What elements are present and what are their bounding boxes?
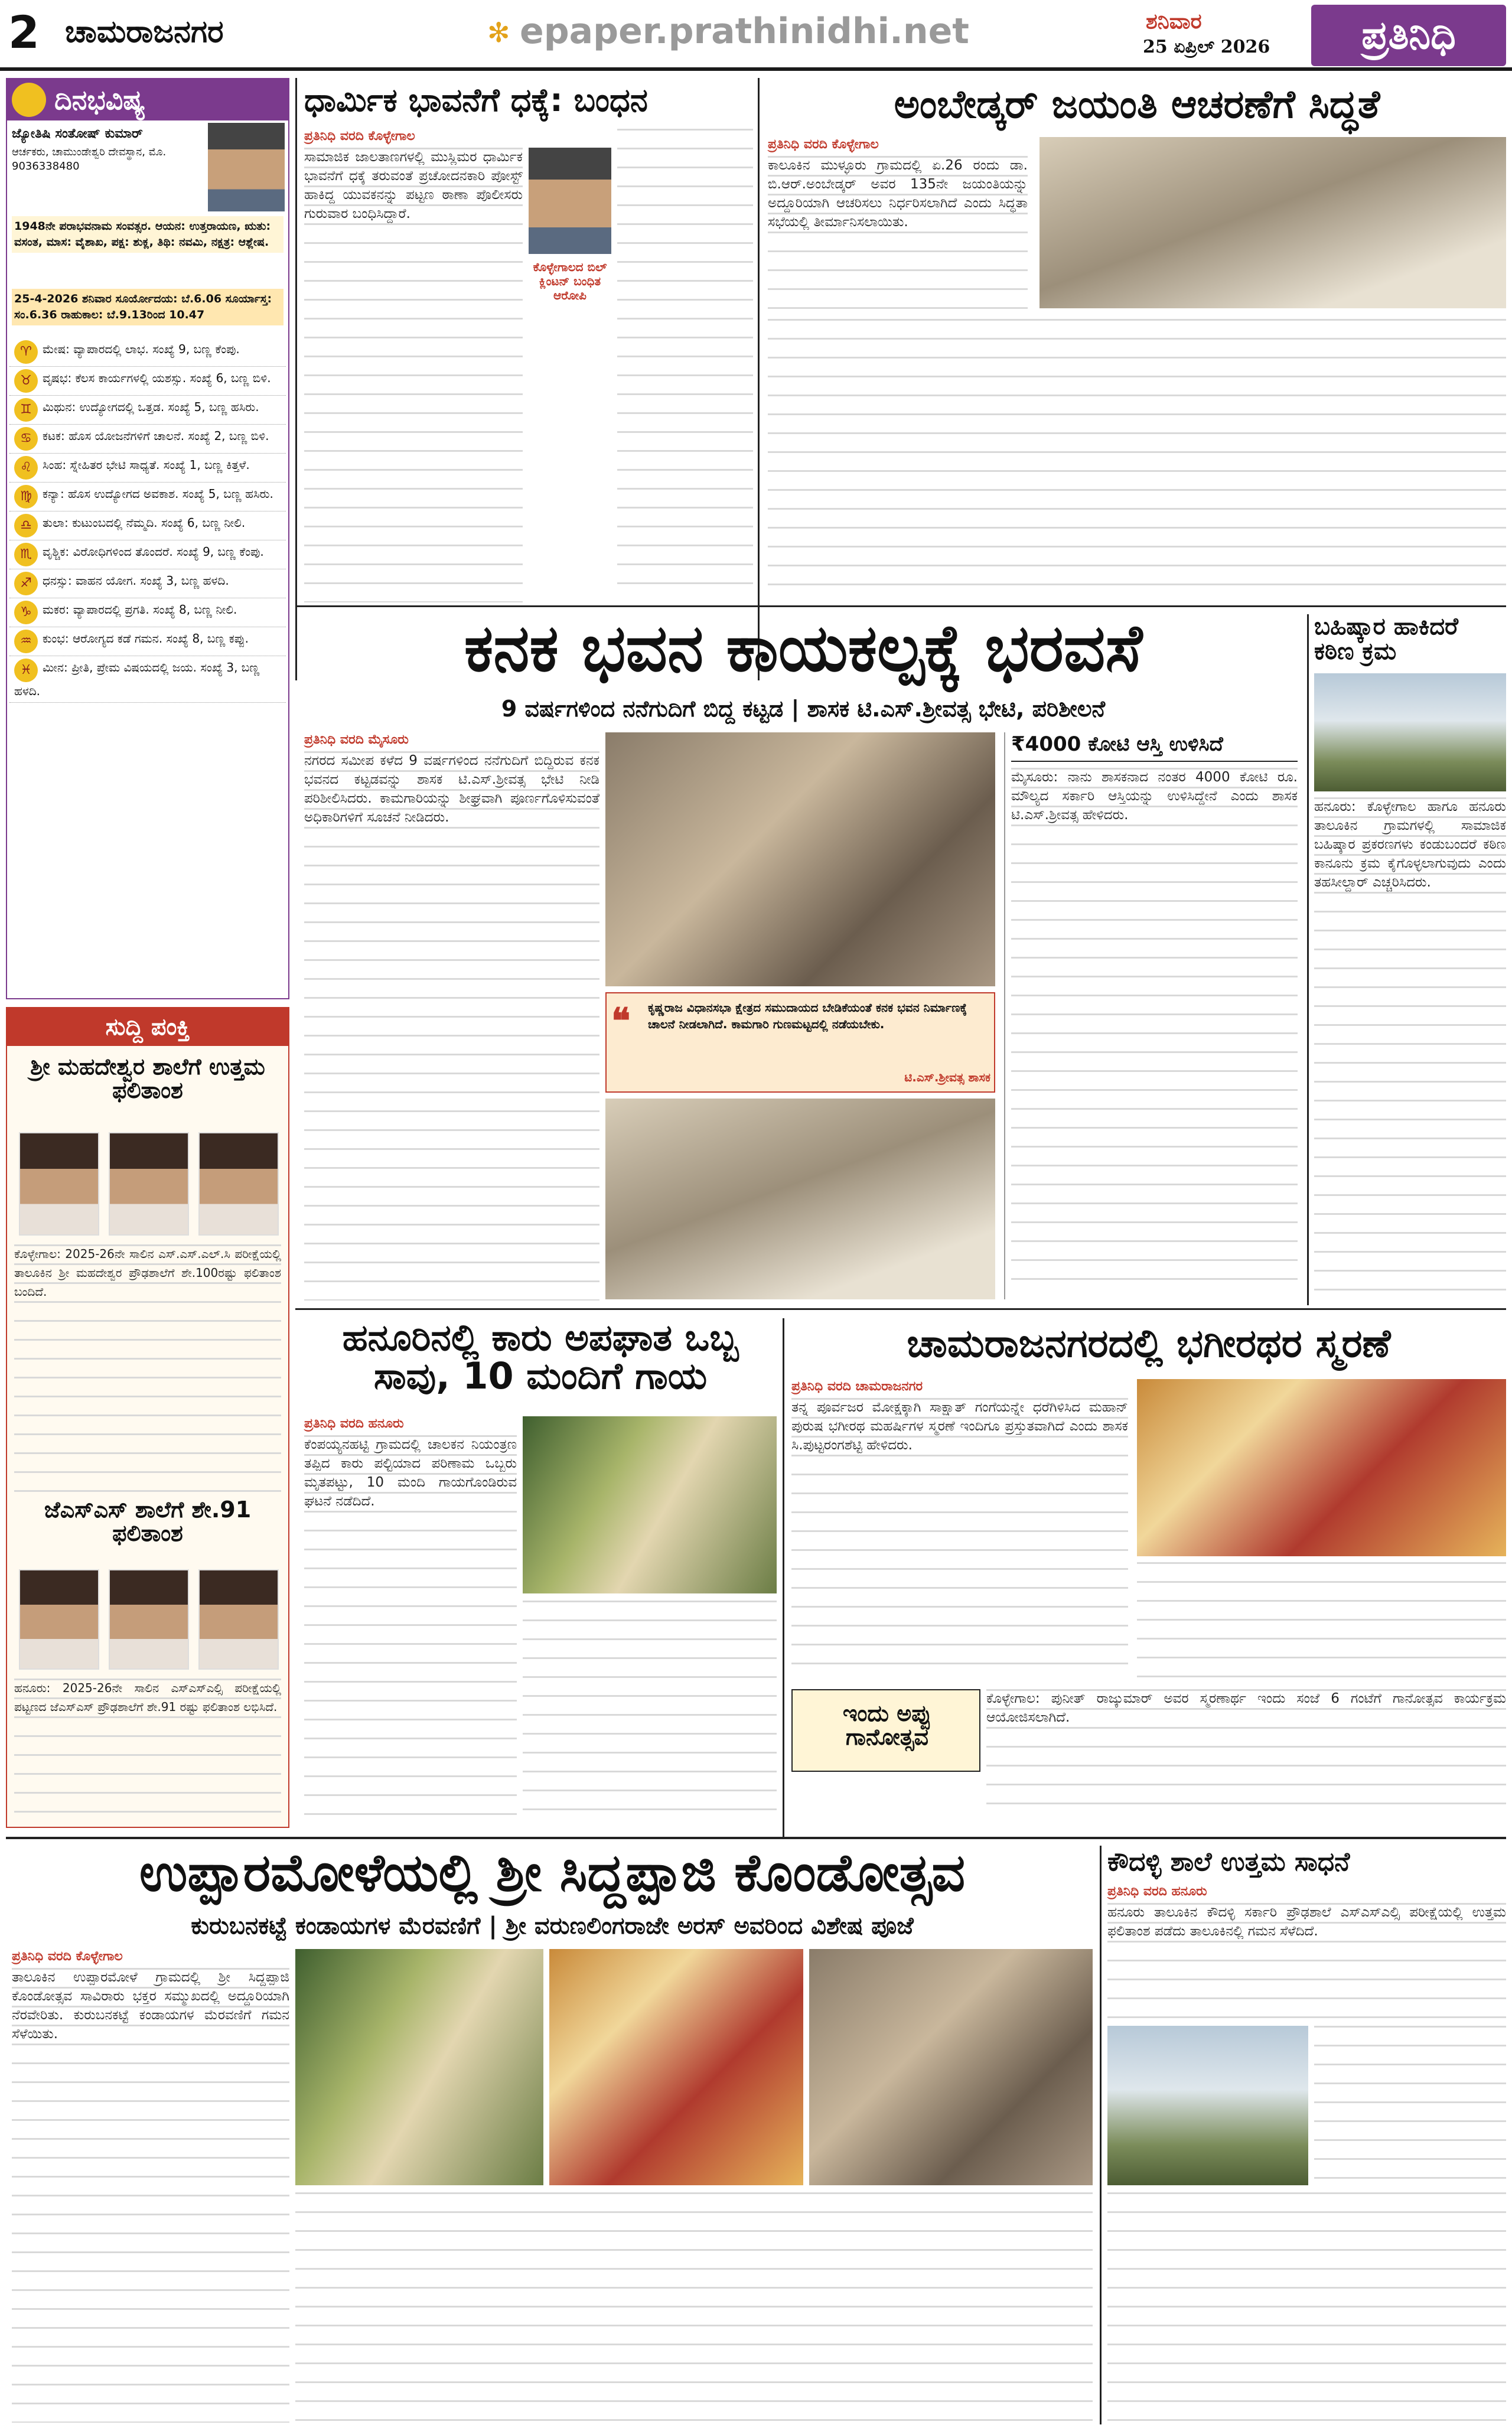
- uppara-subheadline: ಕುರುಬನಕಟ್ಟೆ ಕಂಡಾಯಗಳ ಮೆರವಣಿಗೆ | ಶ್ರೀ ವರುಣಲಿಂಗರಾಜೇ ಅರಸ್ ಅವರಿಂದ ವಿಶೇಷ ಪೂಜೆ: [191, 1912, 914, 1940]
- zodiac-row-gemini: [9, 396, 286, 425]
- sun-icon: ✻: [487, 17, 510, 48]
- zodiac-row-virgo: [9, 483, 286, 511]
- accident-body: ಕೆಂಪಯ್ಯನಹಟ್ಟಿ ಗ್ರಾಮದಲ್ಲಿ ಚಾಲಕನ ನಿಯಂತ್ರಣ ತಪ್ಪಿದ ಕಾರು ಪಲ್ಟಿಯಾದ ಪರಿಣಾಮ ಒಬ್ಬರು ಮೃತಪಟ್ಟು, 10 ಮಂದಿ ಗಾಯಗೊಂಡಿರುವ ಘಟನೆ ನಡೆದಿದೆ.: [304, 1435, 517, 1819]
- kowdalli-body-cont: [1107, 2192, 1506, 2423]
- student-photo: [19, 1569, 99, 1670]
- bhagiratha-headline: ಚಾಮರಾಜನಗರದಲ್ಲಿ ಭಗೀರಥರ ಸ್ಮರಣೆ: [907, 1321, 1391, 1366]
- religious-byline: ಪ್ರತಿನಿಧಿ ವರದಿ ಕೊಳ್ಳೇಗಾಲ: [304, 129, 415, 144]
- ganotsava-box: [791, 1689, 980, 1772]
- kanaka-headline: ಕನಕ ಭವನ ಕಾಯಕಲ್ಪಕ್ಕೆ ಭರವಸೆ: [464, 610, 1143, 686]
- bhagiratha-ceremony-photo: [1137, 1379, 1506, 1556]
- kanaka-quote-author: ಟಿ.ಎಸ್.ಶ್ರೀವತ್ಸ ಶಾಸಕ: [904, 1070, 990, 1084]
- news-brief-title: ಸುದ್ದಿ ಪಂಕ್ತಿ: [7, 1008, 288, 1046]
- sun-times: 25-4-2026 ಶನಿವಾರ ಸೂರ್ಯೋದಯ: ಬೆ.6.06 ಸೂರ್ಯಾಸ್ತ: ಸಂ.6.36 ರಾಹುಕಾಲ: ಬೆ.9.13ರಿಂದ 10.47: [12, 289, 284, 325]
- zodiac-text: ಮೇಷ: ವ್ಯಾಪಾರದಲ್ಲಿ ಲಾಭ. ಸಂಖ್ಯೆ 9, ಬಣ್ಣ ಕೆಂಪು.: [43, 342, 240, 356]
- ambedkar-byline: ಪ್ರತಿನಿಧಿ ವರದಿ ಕೊಳ್ಳೇಗಾಲ: [768, 137, 879, 152]
- ambedkar-meeting-photo: [1040, 137, 1506, 308]
- accused-caption: ಕೊಳ್ಳೇಗಾಲದ ಬಿಲ್ ಕ್ಲಿಂಟನ್ ಬಂಧಿತ ಆರೋಪಿ: [533, 260, 607, 302]
- zodiac-text: ಕುಂಭ: ಆರೋಗ್ಯದ ಕಡೆ ಗಮನ. ಸಂಖ್ಯೆ 8, ಬಣ್ಣ ಕಪ್ಪು.: [43, 631, 249, 646]
- kowdalli-byline: ಪ್ರತಿನಿಧಿ ವರದಿ ಹನೂರು: [1107, 1884, 1207, 1899]
- zodiac-row-capricorn: [9, 598, 286, 627]
- zodiac-row-scorpio: [9, 540, 286, 569]
- zodiac-row-sagittarius: [9, 569, 286, 598]
- zodiac-row-cancer: [9, 425, 286, 454]
- zodiac-text: ಮಕರ: ವ್ಯಾಪಾರದಲ್ಲಿ ಪ್ರಗತಿ. ಸಂಖ್ಯೆ 8, ಬಣ್ಣ ನೀಲಿ.: [43, 602, 237, 617]
- religious-body: ಸಾಮಾಜಿಕ ಜಾಲತಾಣಗಳಲ್ಲಿ ಮುಸ್ಲಿಮರ ಧಾರ್ಮಿಕ ಭಾವನೆಗೆ ಧಕ್ಕೆ ತರುವಂತೆ ಪ್ರಚೋದನಕಾರಿ ಪೋಸ್ಟ್ ಹಾಕಿದ್ದ ಯುವಕನನ್ನು ಪಟ್ಟಣ ಠಾಣಾ ಪೊಲೀಸರು ಗುರುವಾರ ಬಂಧಿಸಿದ್ದಾರೆ.: [304, 148, 523, 602]
- fire-walk-photo: [549, 1949, 803, 2185]
- bhagiratha-byline: ಪ್ರತಿನಿಧಿ ವರದಿ ಚಾಮರಾಜನಗರ: [791, 1379, 923, 1394]
- uppara-body-cont: [295, 2192, 1093, 2423]
- accident-byline: ಪ್ರತಿನಿಧಿ ವರದಿ ಹನೂರು: [304, 1416, 404, 1431]
- brief-story2-headline: ಜೆಎಸ್ಎಸ್ ಶಾಲೆಗೆ ಶೇ.91 ಫಲಿತಾಂಶ: [44, 1497, 252, 1546]
- taurus-icon: ♉: [14, 369, 38, 393]
- kanaka-quote-box: [605, 992, 995, 1093]
- cancer-icon: ♋: [14, 427, 38, 451]
- quote-mark-icon: ❝: [611, 1000, 631, 1042]
- ambedkar-headline: ಅಂಬೇಡ್ಕರ್ ಜಯಂತಿ ಆಚರಣೆಗೆ ಸಿದ್ಧತೆ: [894, 82, 1380, 127]
- capricorn-icon: ♑: [14, 601, 38, 624]
- kanaka-assets-box: [1004, 732, 1302, 1299]
- masthead-logo: ಪ್ರತಿನಿಧಿ: [1311, 5, 1506, 66]
- zodiac-text: ಧನಸ್ಸು: ವಾಹನ ಯೋಗ. ಸಂಖ್ಯೆ 3, ಬಣ್ಣ ಹಳದಿ.: [43, 573, 229, 588]
- ganotsava-headline: ಇಂದು ಅಪ್ಪು ಗಾನೋತ್ಸವ: [842, 1700, 932, 1750]
- kanaka-subheadline: 9 ವರ್ಷಗಳಿಂದ ನನೆಗುದಿಗೆ ಬಿದ್ದ ಕಟ್ಟಡ | ಶಾಸಕ ಟಿ.ಎಸ್.ಶ್ರೀವತ್ಸ ಭೇಟಿ, ಪರಿಶೀಲನೆ: [501, 696, 1106, 722]
- zodiac-text: ವೃಶ್ಚಿಕ: ವಿರೋಧಿಗಳಿಂದ ತೊಂದರೆ. ಸಂಖ್ಯೆ 9, ಬಣ್ಣ ಕೆಂಪು.: [43, 545, 264, 559]
- zodiac-row-taurus: [9, 367, 286, 396]
- zodiac-list: [9, 338, 286, 703]
- page-number: 2: [8, 6, 40, 58]
- kowdalli-body: ಹನೂರು ತಾಲೂಕಿನ ಕೌದಳ್ಳಿ ಸರ್ಕಾರಿ ಪ್ರೌಢಶಾಲೆ ಎಸ್ಎಸ್ಎಲ್ಸಿ ಪರೀಕ್ಷೆಯಲ್ಲಿ ಉತ್ತಮ ಫಲಿತಾಂಶ ಪಡೆದು ತಾಲೂಕಿನಲ್ಲಿ ಗಮನ ಸೆಳೆದಿದೆ.: [1107, 1903, 1506, 2021]
- news-brief-panel: [6, 1007, 289, 1828]
- sagittarius-icon: ♐: [14, 572, 38, 595]
- uppara-headline: ಉಪ್ಪಾರಮೋಳೆಯಲ್ಲಿ ಶ್ರೀ ಸಿದ್ದಪ್ಪಾಜಿ ಕೊಂಡೋತ್ಸವ: [139, 1842, 966, 1903]
- procession-photo: [809, 1949, 1093, 2185]
- horoscope-title: ದಿನಭವಿಷ್ಯ: [54, 84, 146, 116]
- zodiac-text: ವೃಷಭ: ಕೆಲಸ ಕಾರ್ಯಗಳಲ್ಲಿ ಯಶಸ್ಸು. ಸಂಖ್ಯೆ 6, ಬಣ್ಣ ಬಿಳಿ.: [43, 371, 271, 385]
- aries-icon: ♈: [14, 340, 38, 364]
- student-photo: [109, 1132, 189, 1236]
- leo-icon: ♌: [14, 456, 38, 480]
- horoscope-title-bar: [7, 79, 288, 120]
- accused-photo: [529, 148, 611, 254]
- zodiac-text: ಕಟಕ: ಹೊಸ ಯೋಜನೆಗಳಿಗೆ ಚಾಲನೆ. ಸಂಖ್ಯೆ 2, ಬಣ್ಣ ಬಿಳಿ.: [43, 429, 269, 443]
- column-divider: [295, 78, 297, 680]
- brief-story1-headline: ಶ್ರೀ ಮಹದೇಶ್ವರ ಶಾಲೆಗೆ ಉತ್ತಮ ಫಲಿತಾಂಶ: [30, 1054, 265, 1103]
- scorpio-icon: ♏: [14, 543, 38, 566]
- kanaka-body: ನಗರದ ಸಮೀಪ ಕಳೆದ 9 ವರ್ಷಗಳಿಂದ ನನೆಗುದಿಗೆ ಬಿದ್ದಿರುವ ಕನಕ ಭವನದ ಕಟ್ಟಡವನ್ನು ಶಾಸಕ ಟಿ.ಎಸ್.ಶ್ರೀವತ್ಸ ಭೇಟಿ ನೀಡಿ ಪರಿಶೀಲಿಸಿದರು. ಕಾಮಗಾರಿಯನ್ನು ಶೀಘ್ರವಾಗಿ ಪೂರ್ಣಗೊಳಿಸುವಂತೆ ಅಧಿಕಾರಿಗಳಿಗೆ ಸೂಚನೆ ನೀಡಿದರು.: [304, 751, 599, 1301]
- zodiac-row-aries: [9, 338, 286, 367]
- kanaka-box-title: ₹4000 ಕೋಟಿ ಆಸ್ತಿ ಉಳಿಸಿದೆ: [1011, 732, 1298, 762]
- section-rule: [6, 1837, 1506, 1839]
- column-divider: [758, 78, 760, 680]
- kowdalli-body-col2: [1314, 2026, 1506, 2185]
- libra-icon: ♎: [14, 514, 38, 537]
- student-photo: [198, 1132, 279, 1236]
- religious-body-col2: [617, 129, 753, 601]
- boycott-meeting-photo: [1314, 673, 1506, 791]
- boycott-headline: ಬಹಿಷ್ಕಾರ ಹಾಕಿದರೆ ಕಠಿಣ ಕ್ರಮ: [1314, 613, 1458, 665]
- uppara-byline: ಪ್ರತಿನಿಧಿ ವರದಿ ಕೊಳ್ಳೇಗಾಲ: [12, 1949, 123, 1964]
- accident-headline: ಹನೂರಿನಲ್ಲಿ ಕಾರು ಅಪಘಾತ ಒಬ್ಬ ಸಾವು, 10 ಮಂದಿಗೆ ಗಾಯ: [342, 1316, 739, 1398]
- student-photo: [19, 1132, 99, 1236]
- zodiac-row-aquarius: [9, 627, 286, 656]
- zodiac-text: ಮೀನ: ಪ್ರೀತಿ, ಪ್ರೇಮ ವಿಷಯದಲ್ಲಿ ಜಯ. ಸಂಖ್ಯೆ 3, ಬಣ್ಣ ಹಳದಿ.: [14, 660, 260, 698]
- astrologer-name: ಜ್ಯೋತಿಷಿ ಸಂತೋಷ್ ಕುಮಾರ್: [12, 126, 143, 141]
- zodiac-text: ತುಲಾ: ಕುಟುಂಬದಲ್ಲಿ ನೆಮ್ಮದಿ. ಸಂಖ್ಯೆ 6, ಬಣ್ಣ ನೀಲಿ.: [43, 516, 246, 530]
- kanaka-inspection-photo: [605, 1099, 995, 1299]
- horoscope-panel: [6, 78, 289, 999]
- zodiac-row-pisces: [9, 656, 286, 703]
- section-rule: [295, 605, 1506, 607]
- religious-headline: ಧಾರ್ಮಿಕ ಭಾವನೆಗೆ ಧಕ್ಕೆ: ಬಂಧನ: [304, 82, 648, 119]
- ambedkar-body: ಕಾಲೂಕಿನ ಮುಳ್ಳೂರು ಗ್ರಾಮದಲ್ಲಿ ಏ.26 ರಂದು ಡಾ. ಬಿ.ಆರ್.ಅಂಬೇಡ್ಕರ್ ಅವರ 135ನೇ ಜಯಂತಿಯನ್ನು ಅದ್ದೂರಿಯಾಗಿ ಆಚರಿಸಲು ನಿರ್ಧರಿಸಲಾಗಿದೆ ಎಂದು ಸಿದ್ಧತಾ ಸಭೆಯಲ್ಲಿ ತೀರ್ಮಾನಿಸಲಾಯಿತು.: [768, 156, 1028, 309]
- school-building-photo: [1107, 2026, 1308, 2185]
- section-rule: [295, 1308, 1506, 1310]
- column-divider: [783, 1318, 784, 1838]
- zodiac-row-libra: [9, 511, 286, 540]
- kanaka-byline: ಪ್ರತಿನಿಧಿ ವರದಿ ಮೈಸೂರು: [304, 732, 409, 747]
- zodiac-row-leo: [9, 454, 286, 483]
- kanaka-box-body: ಮೈಸೂರು: ನಾನು ಶಾಸಕನಾದ ನಂತರ 4000 ಕೋಟಿ ರೂ. ಮೌಲ್ಯದ ಸರ್ಕಾರಿ ಆಸ್ತಿಯನ್ನು ಉಳಿಸಿದ್ದೇನೆ ಎಂದು ಶಾಸಕ ಟಿ.ಎಸ್.ಶ್ರೀವತ್ಸ ಹೇಳಿದರು.: [1011, 768, 1298, 1293]
- zodiac-text: ಮಿಥುನ: ಉದ್ಯೋಗದಲ್ಲಿ ಒತ್ತಡ. ಸಂಖ್ಯೆ 5, ಬಣ್ಣ ಹಸಿರು.: [43, 400, 259, 414]
- website-link[interactable]: epaper.prathinidhi.net: [520, 11, 969, 52]
- header-date: 25 ಏಪ್ರಿಲ್ 2026: [1143, 37, 1270, 57]
- brief-story2-body: ಹನೂರು: 2025-26ನೇ ಸಾಲಿನ ಎಸ್ಎಸ್ಎಲ್ಸಿ ಪರೀಕ್ಷೆಯಲ್ಲಿ ಪಟ್ಟಣದ ಜೆಎಸ್ಎಸ್ ಪ್ರೌಢಶಾಲೆಗೆ ಶೇ.91 ರಷ್ಟು ಫಲಿತಾಂಶ ಲಭಿಸಿದೆ.: [14, 1679, 281, 1820]
- almanac-details: 1948ನೇ ಪರಾಭವನಾಮ ಸಂವತ್ಸರ. ಆಯನ: ಉತ್ತರಾಯಣ, ಋತು: ವಸಂತ, ಮಾಸ: ವೈಶಾಖ, ಪಕ್ಷ: ಶುಕ್ಲ, ತಿಥಿ: ನವಮಿ, ನಕ್ಷತ್ರ: ಆಶ್ಲೇಷ.: [12, 216, 284, 253]
- pisces-icon: ♓: [14, 659, 38, 682]
- zodiac-wheel-icon: [12, 83, 46, 117]
- header-day: ಶನಿವಾರ: [1146, 9, 1202, 34]
- kanaka-building-photo: [605, 732, 995, 986]
- column-divider: [1307, 614, 1309, 1305]
- boycott-body: ಹನೂರು: ಕೊಳ್ಳೇಗಾಲ ಹಾಗೂ ಹನೂರು ತಾಲೂಕಿನ ಗ್ರಾಮಗಳಲ್ಲಿ ಸಾಮಾಜಿಕ ಬಹಿಷ್ಕಾರ ಪ್ರಕರಣಗಳು ಕಂಡುಬಂದರೆ ಕಠಿಣ ಕಾನೂನು ಕ್ರಮ ಕೈಗೊಳ್ಳಲಾಗುವುದು ಎಂದು ತಹಸೀಲ್ದಾರ್ ಎಚ್ಚರಿಸಿದರು.: [1314, 797, 1506, 1299]
- accident-body-col2: [523, 1601, 777, 1819]
- accident-car-photo: [523, 1416, 777, 1593]
- ganotsava-body: ಕೊಳ್ಳೇಗಾಲ: ಪುನೀತ್ ರಾಜ್ಕುಮಾರ್ ಅವರ ಸ್ಮರಣಾರ್ಥ ಇಂದು ಸಂಜೆ 6 ಗಂಟೆಗೆ ಗಾನೋತ್ಸವ ಕಾರ್ಯಕ್ರಮ ಆಯೋಜಿಸಲಾಗಿದೆ.: [986, 1689, 1506, 1819]
- gemini-icon: ♊: [14, 398, 38, 422]
- kowdalli-headline: ಕೌದಳ್ಳಿ ಶಾಲೆ ಉತ್ತಮ ಸಾಧನೆ: [1107, 1847, 1350, 1877]
- student-photo: [198, 1569, 279, 1670]
- uppara-body: ತಾಲೂಕಿನ ಉಪ್ಪಾರಮೋಳೆ ಗ್ರಾಮದಲ್ಲಿ ಶ್ರೀ ಸಿದ್ದಪ್ಪಾಜಿ ಕೊಂಡೋತ್ಸವ ಸಾವಿರಾರು ಭಕ್ತರ ಸಮ್ಮುಖದಲ್ಲಿ ಅದ್ದೂರಿಯಾಗಿ ನೆರವೇರಿತು. ಕುರುಬನಕಟ್ಟೆ ಕಂಡಾಯಗಳ ಮೆರವಣಿಗೆ ಗಮನ ಸೆಳೆಯಿತು.: [12, 1968, 289, 2423]
- astrologer-photo: [208, 123, 285, 211]
- brief-story1-body: ಕೊಳ್ಳೇಗಾಲ: 2025-26ನೇ ಸಾಲಿನ ಎಸ್.ಎಸ್.ಎಲ್.ಸಿ ಪರೀಕ್ಷೆಯಲ್ಲಿ ತಾಲೂಕಿನ ಶ್ರೀ ಮಹದೇಶ್ವರ ಪ್ರೌಢಶಾಲೆಗೆ ಶೇ.100ರಷ್ಟು ಫಲಿತಾಂಶ ಬಂದಿದೆ.: [14, 1244, 281, 1492]
- bhagiratha-body: ತನ್ನ ಪೂರ್ವಜರ ಮೋಕ್ಷಕ್ಕಾಗಿ ಸಾಕ್ಷಾತ್ ಗಂಗೆಯನ್ನೇ ಧರೆಗಿಳಿಸಿದ ಮಹಾನ್ ಪುರುಷ ಭಗೀರಥ ಮಹರ್ಷಿಗಳ ಸ್ಮರಣೆ ಇಂದಿಗೂ ಪ್ರಸ್ತುತವಾಗಿದೆ ಎಂದು ಶಾಸಕ ಸಿ.ಪುಟ್ಟರಂಗಶೆಟ್ಟಿ ಹೇಳಿದರು.: [791, 1398, 1128, 1681]
- aquarius-icon: ♒: [14, 630, 38, 653]
- zodiac-text: ಕನ್ಯಾ: ಹೊಸ ಉದ್ಯೋಗದ ಅವಕಾಶ. ಸಂಖ್ಯೆ 5, ಬಣ್ಣ ಹಸಿರು.: [43, 487, 273, 501]
- ambedkar-body-cont: [768, 319, 1506, 597]
- column-divider: [1100, 1846, 1102, 2424]
- astrologer-contact: ಆರ್ಚಕರು, ಚಾಮುಂಡೇಶ್ವರಿ ದೇವಸ್ಥಾನ, ಮೊ. 9036338480: [12, 146, 167, 172]
- festival-flags-photo: [295, 1949, 543, 2185]
- kanaka-quote: ಕೃಷ್ಣರಾಜ ವಿಧಾನಸಭಾ ಕ್ಷೇತ್ರದ ಸಮುದಾಯದ ಬೇಡಿಕೆಯಂತೆ ಕನಕ ಭವನ ನಿರ್ಮಾಣಕ್ಕೆ ಚಾಲನೆ ನೀಡಲಾಗಿದೆ. ಕಾಮಗಾರಿ ಗುಣಮಟ್ಟದಲ್ಲಿ ನಡೆಯಬೇಕು.: [648, 1000, 967, 1031]
- section-title: ಚಾಮರಾಜನಗರ: [65, 14, 224, 50]
- bhagiratha-body-col2: [1137, 1562, 1506, 1680]
- student-photo: [109, 1569, 189, 1670]
- zodiac-text: ಸಿಂಹ: ಸ್ನೇಹಿತರ ಭೇಟಿ ಸಾಧ್ಯತೆ. ಸಂಖ್ಯೆ 1, ಬಣ್ಣ ಕಿತ್ತಳೆ.: [43, 458, 250, 472]
- virgo-icon: ♍: [14, 485, 38, 509]
